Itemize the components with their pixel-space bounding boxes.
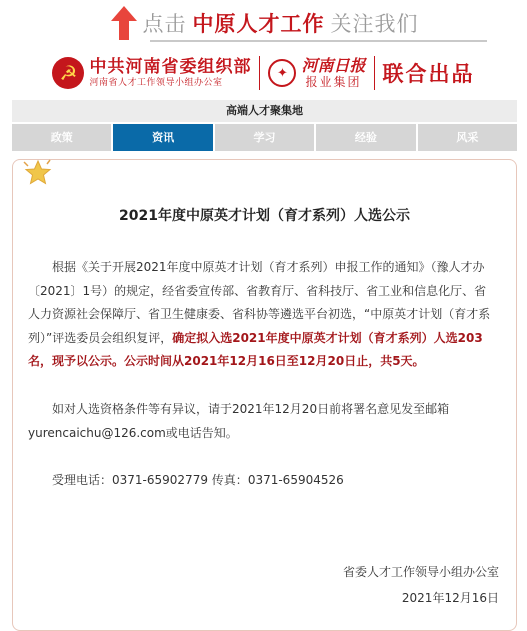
article-body <box>28 256 498 493</box>
paragraph-1-emphasis: 确定拟入选2021年度中原英才计划（育才系列）人选203名，现予以公示。公示时间从2021年12月16日至12月20日止，共5天。 <box>28 330 483 369</box>
logo-divider <box>374 56 375 90</box>
fax-label: 传真： <box>211 473 248 488</box>
paper-name: 河南日报 <box>301 56 366 75</box>
phone-label: 受理电话： <box>52 473 113 488</box>
tab-experience[interactable]: 经验 <box>316 124 415 151</box>
org-subname: 河南省人才工作领导小组办公室 <box>89 77 223 88</box>
article-paragraph-1 <box>28 256 498 374</box>
signature-date: 2021年12月16日 <box>401 591 499 605</box>
party-emblem-icon: ☭ <box>52 57 84 89</box>
org-block <box>89 57 251 90</box>
publisher-logos <box>0 48 527 98</box>
tab-news[interactable]: 资讯 <box>113 124 212 151</box>
article-title: 2021年度中原英才计划（育才系列）人选公示 <box>119 208 410 224</box>
star-decoration-icon <box>22 158 54 186</box>
follow-banner-content[interactable] <box>109 4 419 42</box>
signature-office: 省委人才工作领导小组办公室 <box>342 565 499 579</box>
follow-suffix: 关注我们 <box>330 12 419 36</box>
follow-banner[interactable] <box>0 0 527 46</box>
logo-divider <box>259 56 260 90</box>
paragraph-1-text: 根据《关于开展2021年度中原英才计划（育才系列）申报工作的通知》（豫人才办〔2021〕1号）的规定，经省委宣传部、省教育厅、省科技厅、省工业和信息化厅、省人力资源社会保障厅、省卫生健康委、省科协等遴选平台初选，“中原英才计划（育才系列）”评选委员会组织复评， <box>28 260 491 345</box>
up-arrow-icon <box>109 4 139 42</box>
org-name: 中共河南省委组织部 <box>89 56 252 77</box>
fax-number: 0371-65904526 <box>247 473 344 488</box>
tab-showcase[interactable]: 风采 <box>418 124 517 151</box>
tab-policy[interactable]: 政策 <box>12 124 111 151</box>
paragraph-gap <box>28 374 498 398</box>
joint-production-label: 联合出品 <box>382 62 475 86</box>
nav-tabs <box>12 124 517 151</box>
nav-title: 高端人才聚集地 <box>12 100 517 122</box>
paper-block <box>301 56 365 90</box>
follow-highlight: 中原人才工作 <box>192 12 325 36</box>
paragraph-gap <box>28 445 498 469</box>
newspaper-logo-icon: ✦ <box>268 59 296 87</box>
article-paragraph-2[interactable]: 如对人选资格条件等有异议，请于2021年12月20日前将署名意见发至邮箱yurencaichu@126.com或电话告知。 <box>28 401 450 440</box>
contact-line <box>28 469 498 493</box>
follow-text[interactable] <box>143 8 419 38</box>
follow-prefix: 点击 <box>142 12 187 36</box>
follow-underline <box>150 40 487 42</box>
tab-study[interactable]: 学习 <box>215 124 314 151</box>
phone-number[interactable]: 0371-65902779 <box>112 473 208 488</box>
paper-group: 报业集团 <box>305 75 362 89</box>
